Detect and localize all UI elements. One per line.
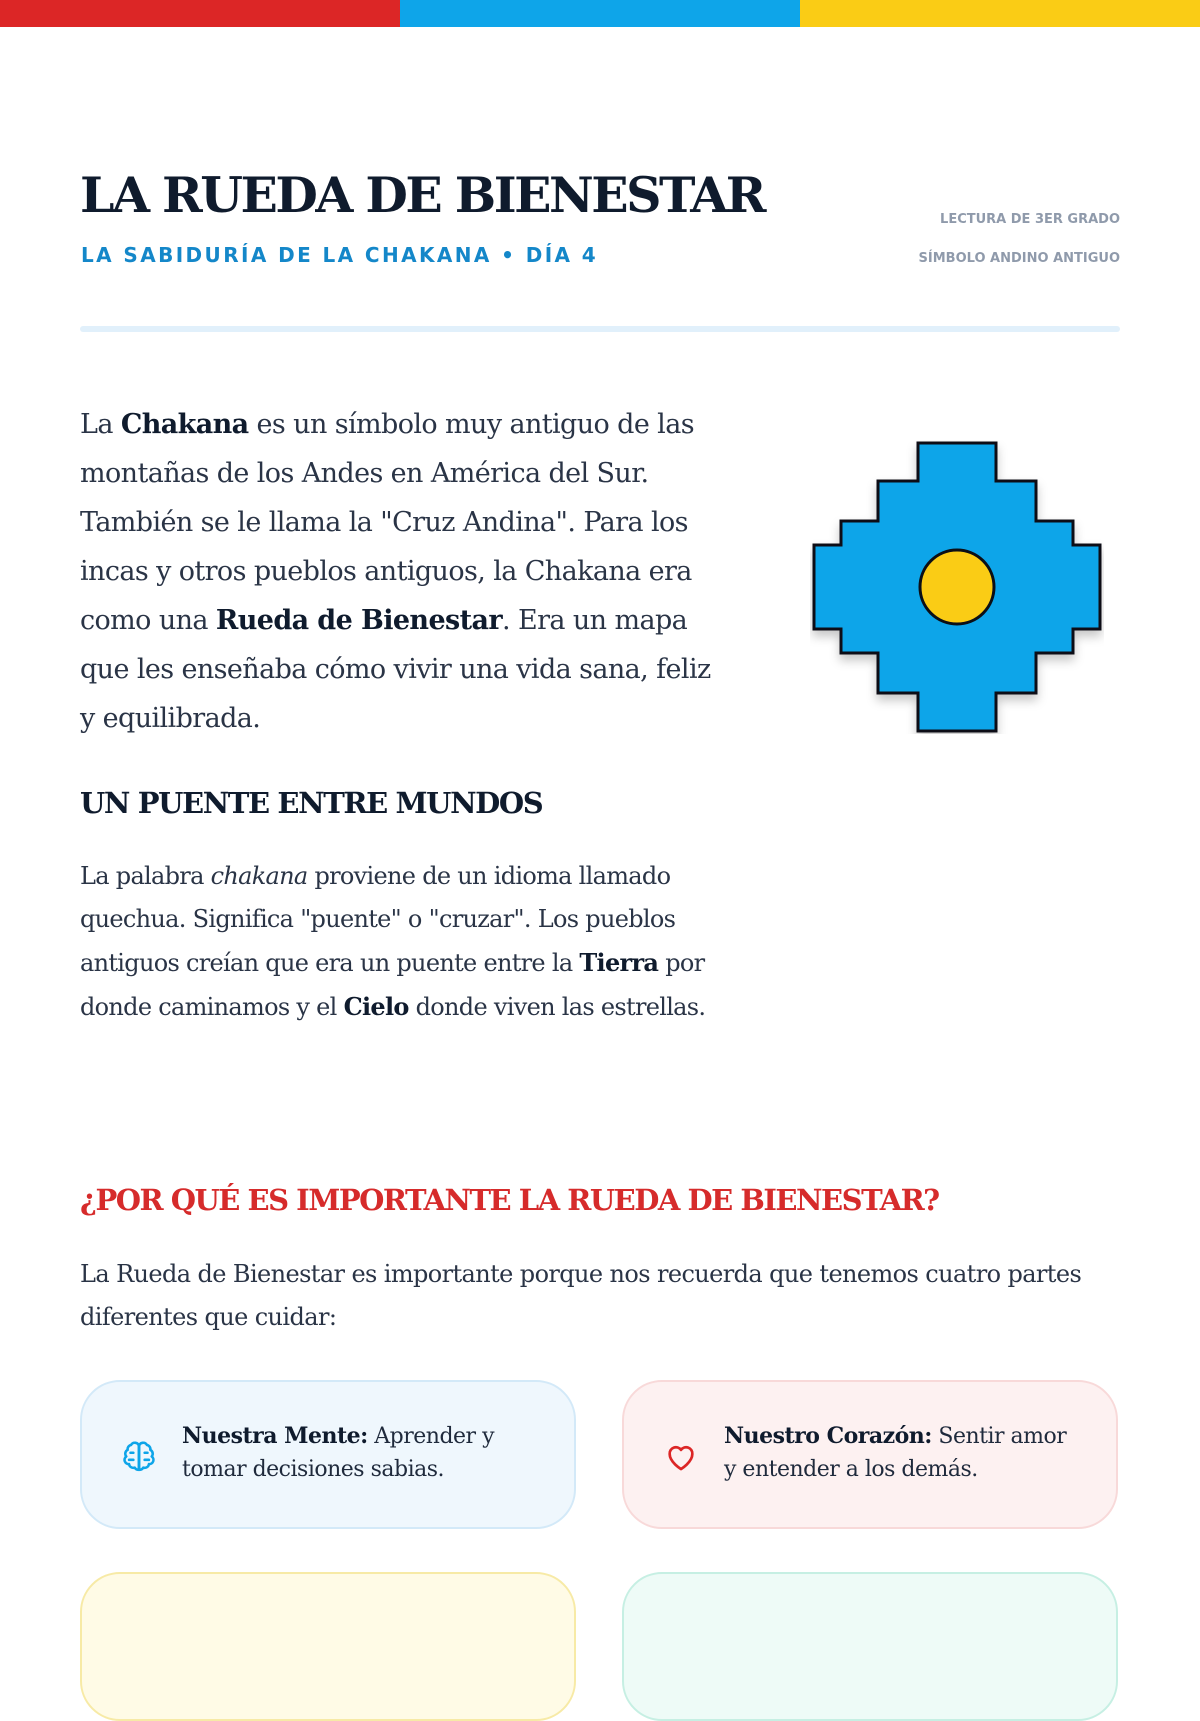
term-cielo: Cielo: [343, 992, 409, 1021]
top-bar-yellow: [800, 0, 1200, 27]
meta-grade: LECTURA DE 3ER GRADO: [940, 212, 1120, 227]
card-mente-text: Nuestra Mente: Aprender y tomar decisiones sabias.: [182, 1423, 494, 1482]
card-mente: [80, 1380, 576, 1529]
meta-symbol: SÍMBOLO ANDINO ANTIGUO: [918, 251, 1120, 266]
brain-icon: [122, 1440, 156, 1474]
intro-paragraph: La Chakana es un símbolo muy antiguo de las montañas de los Andes en América del Sur. También se le llama la "Cruz Andina". Para los incas y otros pueblos antiguos, la Chakana era como una Rueda de Bienestar. Era un mapa que les enseñaba cómo vivir una vida sana, feliz y equilibrada.: [80, 409, 711, 734]
section-why-heading: ¿POR QUÉ ES IMPORTANTE LA RUEDA DE BIENESTAR?: [80, 1183, 939, 1217]
top-bar-blue: [400, 0, 800, 27]
card-corazon-text: Nuestro Corazón: Sentir amor y entender a los demás.: [724, 1423, 1067, 1482]
term-rueda: Rueda de Bienestar: [215, 605, 503, 636]
header-divider: [80, 326, 1120, 332]
term-tierra: Tierra: [579, 948, 659, 977]
section-why-intro: La Rueda de Bienestar es importante porque nos recuerda que tenemos cuatro partes diferentes que cuidar:: [80, 1260, 1082, 1331]
card-corazon-label: Nuestro Corazón:: [724, 1423, 932, 1449]
top-bar-red: [0, 0, 400, 27]
section-bridge-paragraph: La palabra chakana proviene de un idioma llamado quechua. Significa "puente" o "cruzar". Los pueblos antiguos creían que era un puente entre la Tierra por donde caminamos y el Cielo donde viven las estrellas.: [80, 862, 706, 1021]
term-chakana: Chakana: [120, 409, 249, 440]
top-color-bar: [0, 0, 1200, 27]
chakana-center-circle: [920, 550, 994, 624]
card-corazon: [622, 1380, 1118, 1529]
card-mente-label: Nuestra Mente:: [182, 1423, 368, 1449]
card-partial-teal: [622, 1572, 1118, 1721]
card-partial-yellow: [80, 1572, 576, 1721]
heart-icon: [664, 1440, 698, 1474]
term-chakana-italic: chakana: [210, 862, 308, 890]
section-bridge-heading: UN PUENTE ENTRE MUNDOS: [80, 786, 543, 820]
page-title: LA RUEDA DE BIENESTAR: [80, 166, 765, 224]
chakana-cross-icon: [810, 440, 1104, 734]
page-subtitle: LA SABIDURÍA DE LA CHAKANA • DÍA 4: [81, 243, 599, 267]
